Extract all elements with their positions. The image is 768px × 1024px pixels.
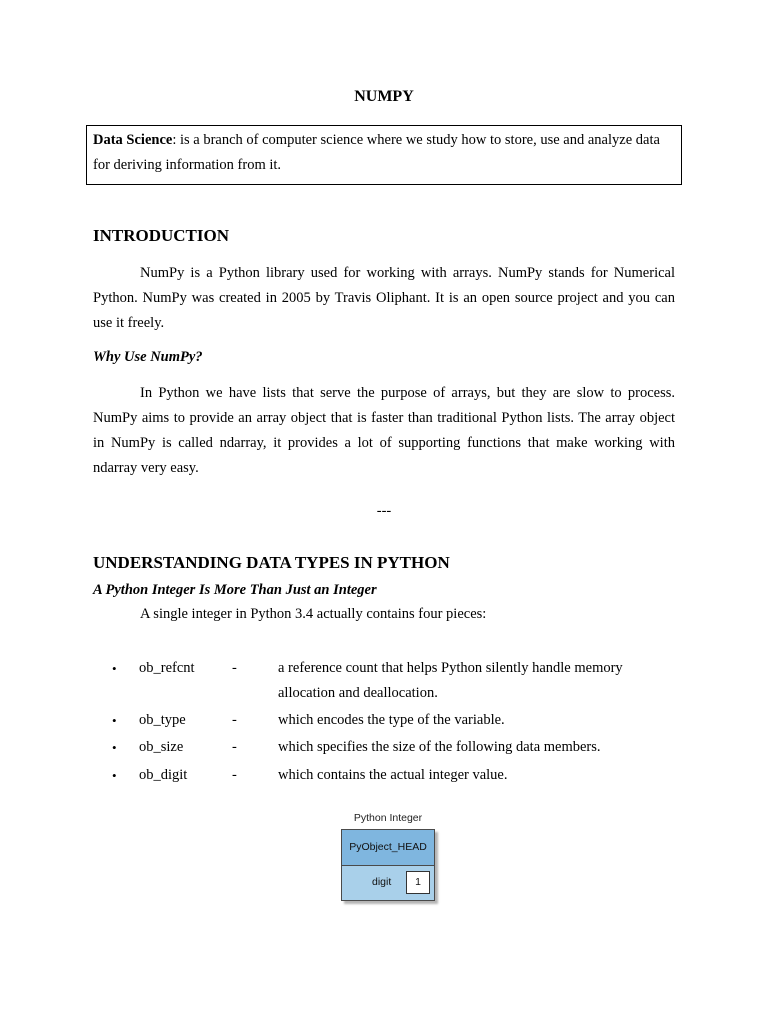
list-item (112, 708, 682, 734)
diagram-struct-box (341, 829, 435, 901)
bullet-icon (112, 708, 139, 734)
integer-pieces-list (112, 656, 682, 790)
diagram-head-cell: PyObject_HEAD (342, 830, 434, 866)
list-item-dash: - (232, 711, 237, 728)
list-item-dash: - (232, 739, 237, 755)
integer-subheading: A Python Integer Is More Than Just an Integer (93, 582, 377, 598)
integer-lead-text: A single integer in Python 3.4 actually contains four pieces: (140, 606, 487, 622)
list-item-term: ob_size (139, 739, 184, 755)
diagram-digit-label: digit (372, 876, 392, 888)
list-item-term: ob_digit (139, 766, 188, 783)
list-item (112, 763, 682, 789)
list-item-desc: which contains the actual integer value. (278, 766, 508, 783)
diagram-digit-value: 1 (406, 871, 430, 894)
page-title: NUMPY (354, 88, 414, 105)
bullet-icon (112, 735, 139, 761)
definition-box (86, 125, 682, 185)
section-separator: --- (376, 503, 392, 519)
list-item (112, 735, 682, 761)
list-item-desc: a reference count that helps Python silently handle memory allocation and deallocation. (278, 660, 623, 701)
why-numpy-paragraph: In Python we have lists that serve the purpose of arrays, but they are slow to process. NumPy aims to provide an array object that is faster than traditional Python lists. The array object in NumPy is called ndarray, it provides a lot of supporting functions that make working with ndarray very easy. (93, 385, 675, 476)
datatypes-heading: UNDERSTANDING DATA TYPES IN PYTHON (93, 553, 450, 572)
introduction-heading: INTRODUCTION (93, 226, 230, 245)
list-item-term: ob_type (139, 711, 186, 728)
bullet-icon (112, 763, 139, 789)
list-item-dash: - (232, 766, 237, 783)
introduction-paragraph: NumPy is a Python library used for working with arrays. NumPy stands for Numerical Python. NumPy was created in 2005 by Travis Oliphant. It is an open source project and you can use it freely. (93, 265, 675, 331)
list-item-desc: which specifies the size of the following data members. (278, 739, 601, 755)
definition-term: Data Science (93, 132, 173, 148)
why-numpy-subheading: Why Use NumPy? (93, 349, 203, 365)
list-item-term: ob_refcnt (139, 660, 195, 676)
diagram-title: Python Integer (353, 812, 423, 824)
list-item (112, 656, 682, 706)
list-item-desc: which encodes the type of the variable. (278, 711, 505, 728)
bullet-icon (112, 656, 139, 706)
definition-text: : is a branch of computer science where we study how to store, use and analyze data for deriving information from it. (93, 132, 660, 173)
list-item-dash: - (232, 660, 237, 676)
python-integer-diagram (336, 812, 440, 904)
